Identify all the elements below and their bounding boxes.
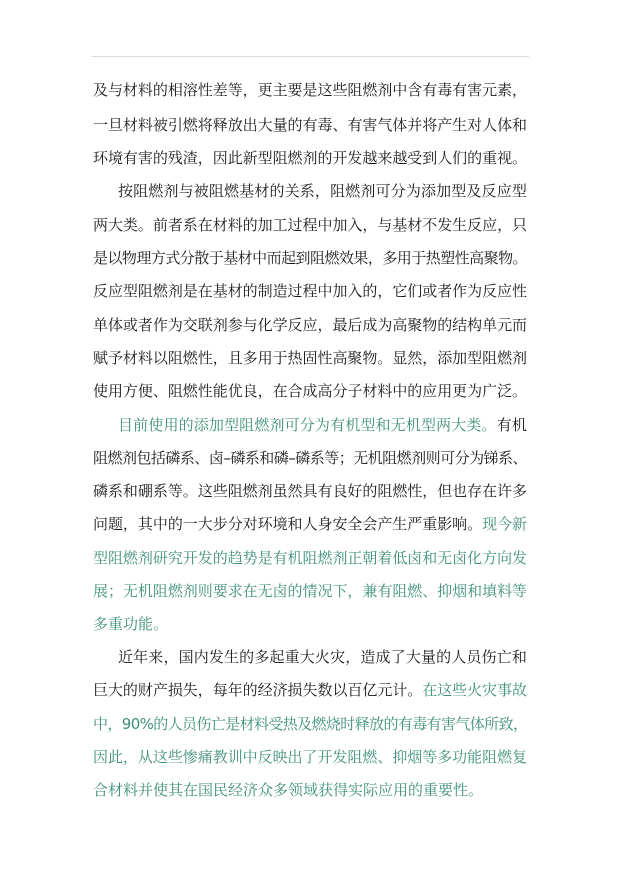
text-run: 磷系和硼系等。这些阻燃剂虽然具有良好的阻燃性，但也存在许多 xyxy=(93,482,528,500)
highlighted-text: 现今新 xyxy=(482,515,528,533)
highlighted-text: 在这些火灾事故 xyxy=(422,681,528,699)
text-run: 问题，其中的一大步分对环境和人身安全会产生严重影响。 xyxy=(93,515,483,533)
text-run: 近年来，国内发生的多起重大火灾，造成了大量的人员伤亡和 xyxy=(118,648,528,666)
highlighted-text: 多重功能。 xyxy=(93,615,169,633)
text-run: 有机 xyxy=(496,416,528,434)
text-run: 按阻燃剂与被阻燃基材的关系，阻燃剂可分为添加型及反应型 xyxy=(118,182,528,200)
text-line xyxy=(93,443,527,473)
header-divider xyxy=(92,56,529,57)
text-run: 赋予材料以阻燃性，且多用于热固性高聚物。显然，添加型阻燃剂 xyxy=(93,349,528,367)
text-line xyxy=(93,376,527,406)
text-run: 及与材料的相溶性差等，更主要是这些阻燃剂中含有毒有害元素， xyxy=(93,81,528,99)
text-line xyxy=(93,709,527,739)
text-line xyxy=(93,476,527,506)
text-line xyxy=(93,742,527,772)
text-run: 反应型阻燃剂是在基材的制造过程中加入的，它们或者作为反应性 xyxy=(93,282,528,300)
highlighted-text: 型阻燃剂研究开发的趋势是有机阻燃剂正朝着低卤和无卤化方向发 xyxy=(93,549,528,567)
text-line xyxy=(93,576,527,606)
text-line xyxy=(93,310,527,340)
text-run: 单体或者作为交联剂参与化学反应，最后成为高聚物的结构单元而 xyxy=(93,316,528,334)
text-line xyxy=(93,343,527,373)
highlighted-text: 中，90%的人员伤亡是材料受热及燃烧时释放的有毒有害气体所致， xyxy=(93,715,528,733)
text-line xyxy=(93,543,527,573)
text-line xyxy=(93,775,483,805)
text-line xyxy=(118,642,527,672)
text-run: 两大类。前者系在材料的加工过程中加入，与基材不发生反应，只 xyxy=(93,216,528,234)
text-line xyxy=(93,509,527,539)
text-line xyxy=(93,243,527,273)
text-line xyxy=(93,675,527,705)
highlighted-text: 因此，从这些惨痛教训中反映出了开发阻燃、抑烟等多功能阻燃复 xyxy=(93,748,528,766)
text-run: 一旦材料被引燃将释放出大量的有毒、有害气体并将产生对人体和 xyxy=(93,116,528,134)
highlighted-text: 合材料并使其在国民经济众多领域获得实际应用的重要性。 xyxy=(93,781,484,799)
highlighted-text: 目前使用的添加型阻燃剂可分为有机型和无机型两大类。 xyxy=(118,416,497,434)
text-line xyxy=(93,609,168,639)
text-run: 使用方便、阻燃性能优良，在合成高分子材料中的应用更为广泛。 xyxy=(93,382,528,400)
highlighted-text: 展；无机阻燃剂则要求在无卤的情况下，兼有阻燃、抑烟和填料等 xyxy=(93,582,528,600)
text-run: 巨大的财产损失，每年的经济损失数以百亿元计。 xyxy=(93,681,423,699)
text-run: 环境有害的残渣，因此新型阻燃剂的开发越来越受到人们的重视。 xyxy=(93,149,528,167)
text-line xyxy=(93,143,527,173)
text-run: 阻燃剂包括磷系、卤–磷系和磷–磷系等；无机阻燃剂则可分为锑系、 xyxy=(93,449,528,467)
text-line xyxy=(93,75,527,105)
text-line xyxy=(118,410,527,440)
text-line xyxy=(93,110,527,140)
text-line xyxy=(118,176,527,206)
text-line xyxy=(93,276,527,306)
text-line xyxy=(93,210,527,240)
text-run: 是以物理方式分散于基材中而起到阻燃效果，多用于热塑性高聚物。 xyxy=(93,249,528,267)
